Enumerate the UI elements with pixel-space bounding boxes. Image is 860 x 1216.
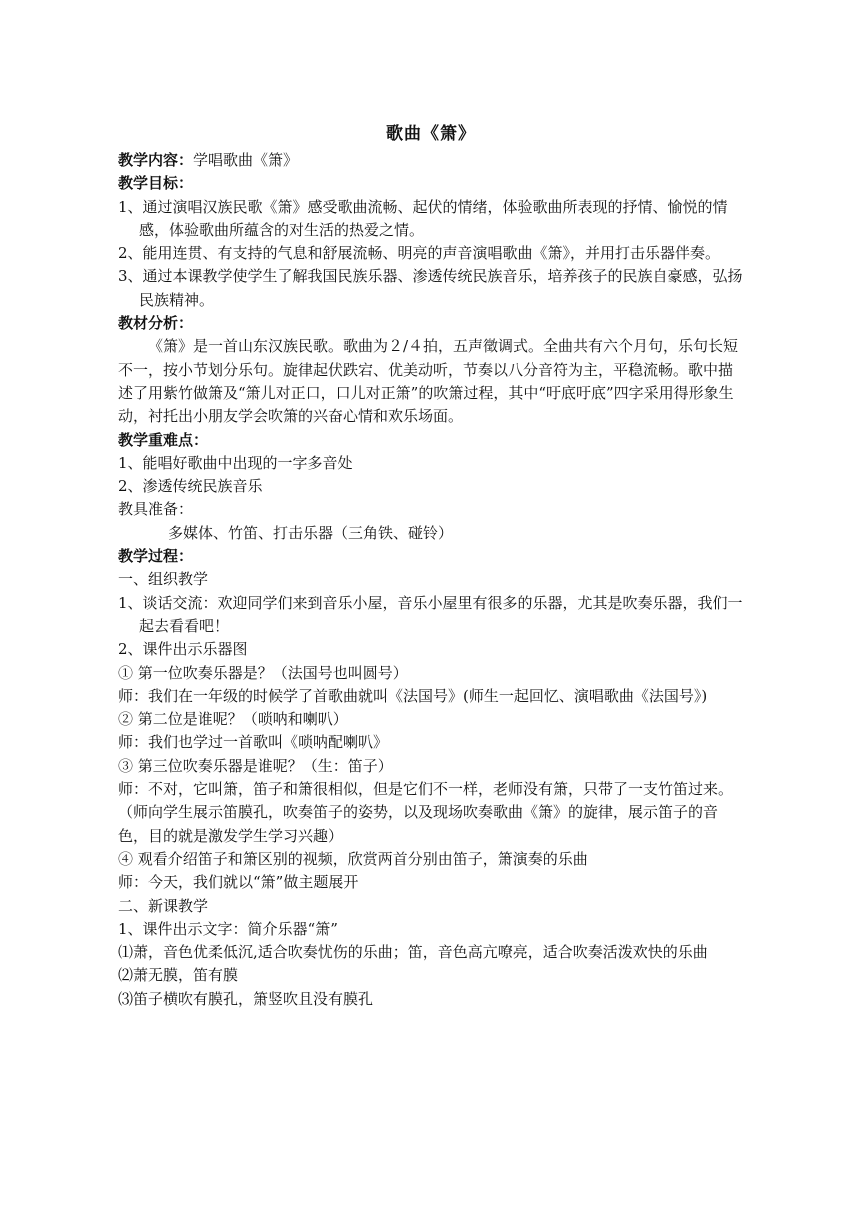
goals-label: 教学目标： — [118, 174, 194, 193]
process-line: 1、课件出示文字：简介乐器“箫” — [118, 919, 338, 938]
process-line: 一、组织教学 — [118, 570, 209, 589]
process-line: 师：不对，它叫箫，笛子和箫很相似，但是它们不一样，老师没有箫，只带了一支竹笛过来。 — [118, 780, 734, 799]
goal-item-2: 2、能用连贯、有支持的气息和舒展流畅、明亮的声音演唱歌曲《箫》，并用打击乐器伴奏。 — [118, 244, 721, 263]
process-line: ⑶笛子横吹有膜孔，箫竖吹且没有膜孔 — [118, 989, 374, 1008]
content-line — [118, 149, 744, 172]
document-body — [118, 149, 744, 1011]
difficulty-item-2: 2、渗透传统民族音乐 — [118, 477, 263, 496]
difficulty-item-1: 1、能唱好歌曲中出现的一字多音处 — [118, 453, 353, 472]
page-title: 歌曲《箫》 — [386, 124, 476, 144]
tools-label: 教具准备： — [118, 500, 194, 519]
goal-item-3: 3、通过本课教学使学生了解我国民族乐器、渗透传统民族音乐，培养孩子的民族自豪感，弘扬民族精神。 — [118, 267, 743, 309]
content-label: 教学内容： — [118, 151, 194, 169]
process-line: ④ 观看介绍笛子和箫区别的视频，欣赏两首分别由笛子，箫演奏的乐曲 — [118, 849, 588, 868]
process-label: 教学过程： — [118, 547, 194, 566]
process-line: 师：我们在一年级的时候学了首歌曲就叫《法国号》(师生一起回忆、演唱歌曲《法国号》) — [118, 686, 708, 705]
process-line: 师：我们也学过一首歌叫《唢呐配喇叭》 — [118, 733, 389, 752]
tools-text: 多媒体、竹笛、打击乐器（三角铁、碰铃） — [168, 523, 454, 542]
process-line: 师：今天，我们就以“箫”做主题展开 — [118, 873, 359, 892]
process-line: 1、谈话交流：欢迎同学们来到音乐小屋，音乐小屋里有很多的乐器，尤其是吹奏乐器，我们一起去看看吧！ — [118, 593, 743, 635]
analysis-label: 教材分析： — [118, 314, 194, 333]
process-line: ① 第一位吹奏乐器是？（法国号也叫圆号） — [118, 663, 408, 682]
content-text: 学唱歌曲《箫》 — [193, 151, 299, 169]
process-line: ⑵萧无膜，笛有膜 — [118, 966, 239, 985]
process-line: 2、课件出示乐器图 — [118, 640, 248, 659]
process-line: ⑴萧，音色优柔低沉,适合吹奏忧伤的乐曲；笛，音色高亢嘹亮，适合吹奏活泼欢快的乐曲 — [118, 943, 708, 962]
goal-item-1: 1、通过演唱汉族民歌《箫》感受歌曲流畅、起伏的情绪，体验歌曲所表现的抒情、愉悦的情感，体验歌曲所蕴含的对生活的热爱之情。 — [118, 197, 728, 239]
process-line: （师向学生展示笛膜孔，吹奏笛子的姿势，以及现场吹奏歌曲《箫》的旋律，展示笛子的音色，目的就是激发学生学习兴趣） — [118, 803, 719, 845]
difficulty-label: 教学重难点： — [118, 430, 209, 449]
process-line: ③ 第三位吹奏乐器是谁呢？（生：笛子） — [118, 756, 393, 775]
analysis-paragraph: 《箫》是一首山东汉族民歌。歌曲为２/４拍，五声徵调式。全曲共有六个月句，乐句长短不一，按小节划分乐句。旋律起伏跌宕、优美动听，节奏以八分音符为主，平稳流畅。歌中描述了用紫竹做箫及“箫儿对正口，口儿对正箫”的吹箫过程，其中“吁底吁底”四字采用得形象生动，衬托出小朋友学会吹箫的兴奋心情和欢乐场面。 — [118, 337, 739, 426]
process-line: 二、新课教学 — [118, 896, 209, 915]
process-line: ② 第二位是谁呢？（唢呐和喇叭） — [118, 710, 348, 729]
